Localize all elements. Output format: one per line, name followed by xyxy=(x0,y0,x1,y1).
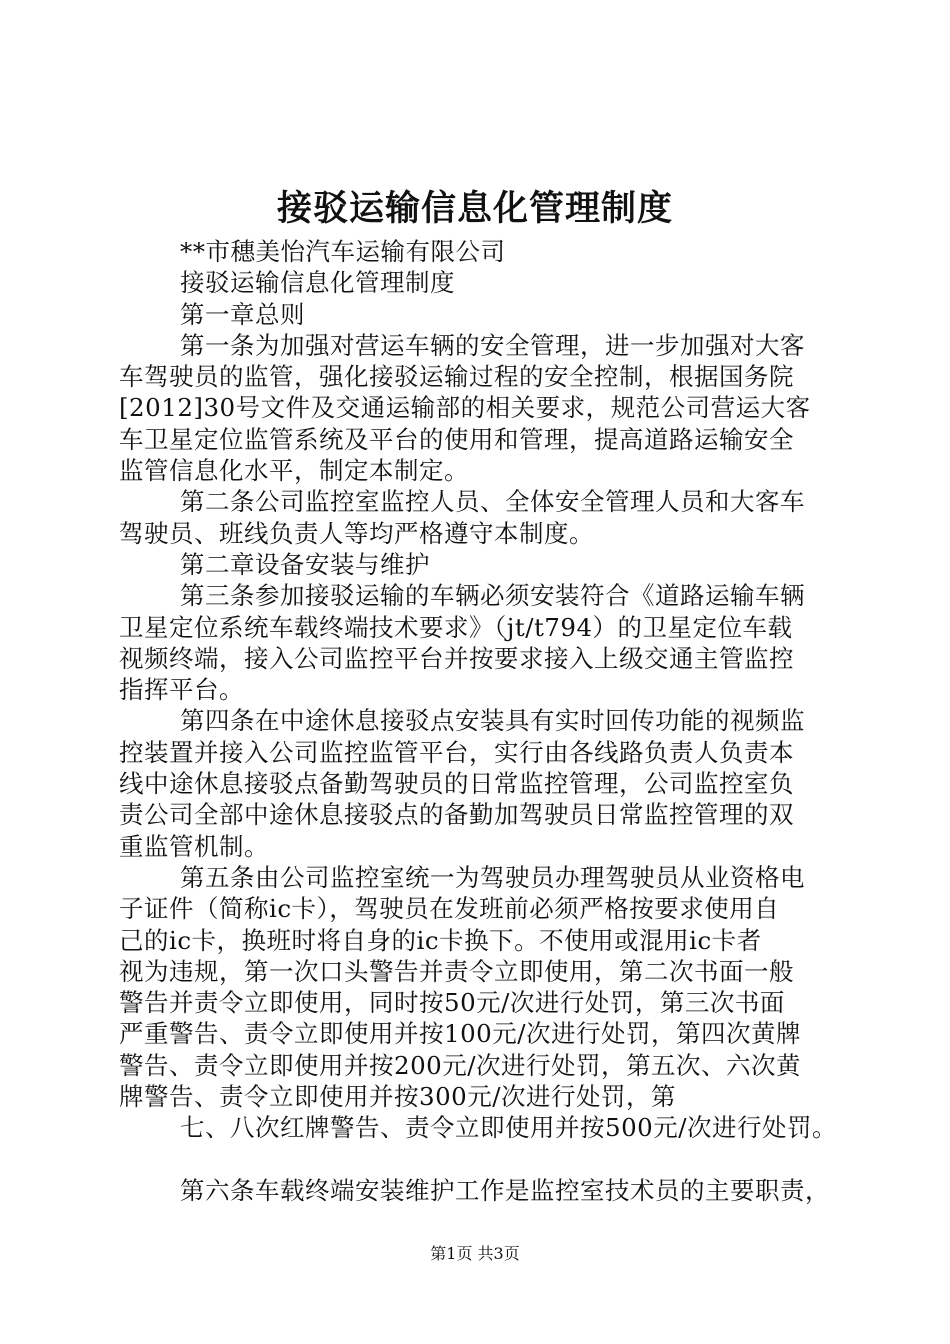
paragraph-line: 子证件（简称ic卡），驾驶员在发班前必须严格按要求使用自 xyxy=(119,894,780,924)
paragraph-line: 警告、责令立即使用并按200元/次进行处罚，第五次、六次黄 xyxy=(119,1050,802,1080)
page-footer: 第1页 共3页 xyxy=(430,1244,520,1263)
document-body xyxy=(119,236,839,1206)
paragraph-line: [2012]30号文件及交通运输部的相关要求，规范公司营运大客 xyxy=(119,393,811,423)
paragraph-line: 责公司全部中途休息接驳点的备勤加驾驶员日常监控管理的双 xyxy=(119,800,794,830)
paragraph-line: 接驳运输信息化管理制度 xyxy=(180,268,455,298)
paragraph-line: 重监管机制。 xyxy=(119,831,269,861)
paragraph-line xyxy=(119,1144,839,1175)
paragraph-line: 第五条由公司监控室统一为驾驶员办理驾驶员从业资格电 xyxy=(180,862,805,892)
paragraph-line: 车卫星定位监管系统及平台的使用和管理，提高道路运输安全 xyxy=(119,424,794,454)
paragraph-line: 视为违规，第一次口头警告并责令立即使用，第二次书面一般 xyxy=(119,956,794,986)
paragraph-line: **市穗美怡汽车运输有限公司 xyxy=(180,237,506,266)
paragraph-line: 控装置并接入公司监控监管平台，实行由各线路负责人负责本 xyxy=(119,737,794,767)
paragraph-line: 第六条车载终端安装维护工作是监控室技术员的主要职责， xyxy=(180,1175,830,1205)
paragraph-line: 线中途休息接驳点备勤驾驶员的日常监控管理，公司监控室负 xyxy=(119,769,794,799)
paragraph-line: 驾驶员、班线负责人等均严格遵守本制度。 xyxy=(119,518,594,548)
paragraph-line: 第二条公司监控室监控人员、全体安全管理人员和大客车 xyxy=(180,487,805,517)
paragraph-line: 警告并责令立即使用，同时按50元/次进行处罚，第三次书面 xyxy=(119,988,785,1018)
paragraph-line: 视频终端，接入公司监控平台并按要求接入上级交通主管监控 xyxy=(119,643,794,673)
paragraph-line: 第四条在中途休息接驳点安装具有实时回传功能的视频监 xyxy=(180,706,805,736)
paragraph-line: 第一章总则 xyxy=(180,299,305,329)
paragraph-line: 第三条参加接驳运输的车辆必须安装符合《道路运输车辆 xyxy=(180,581,805,611)
paragraph-line: 指挥平台。 xyxy=(119,675,244,705)
paragraph-line: 严重警告、责令立即使用并按100元/次进行处罚，第四次黄牌 xyxy=(119,1019,802,1049)
paragraph-line: 第一条为加强对营运车辆的安全管理，进一步加强对大客 xyxy=(180,330,805,360)
paragraph-line: 牌警告、责令立即使用并按300元/次进行处罚，第 xyxy=(119,1082,677,1112)
paragraph-line: 第二章设备安装与维护 xyxy=(180,549,430,579)
paragraph-line: 己的ic卡，换班时将自身的ic卡换下。不使用或混用ic卡者 xyxy=(119,925,762,955)
paragraph-line: 七、八次红牌警告、责令立即使用并按500元/次进行处罚。 xyxy=(180,1113,838,1143)
paragraph-line: 监管信息化水平，制定本制定。 xyxy=(119,456,469,486)
paragraph-line: 卫星定位系统车载终端技术要求》（jt/t794）的卫星定位车载 xyxy=(119,612,793,642)
document-title: 接驳运输信息化管理制度 xyxy=(276,188,673,229)
paragraph-line: 车驾驶员的监管，强化接驳运输过程的安全控制，根据国务院 xyxy=(119,362,794,392)
